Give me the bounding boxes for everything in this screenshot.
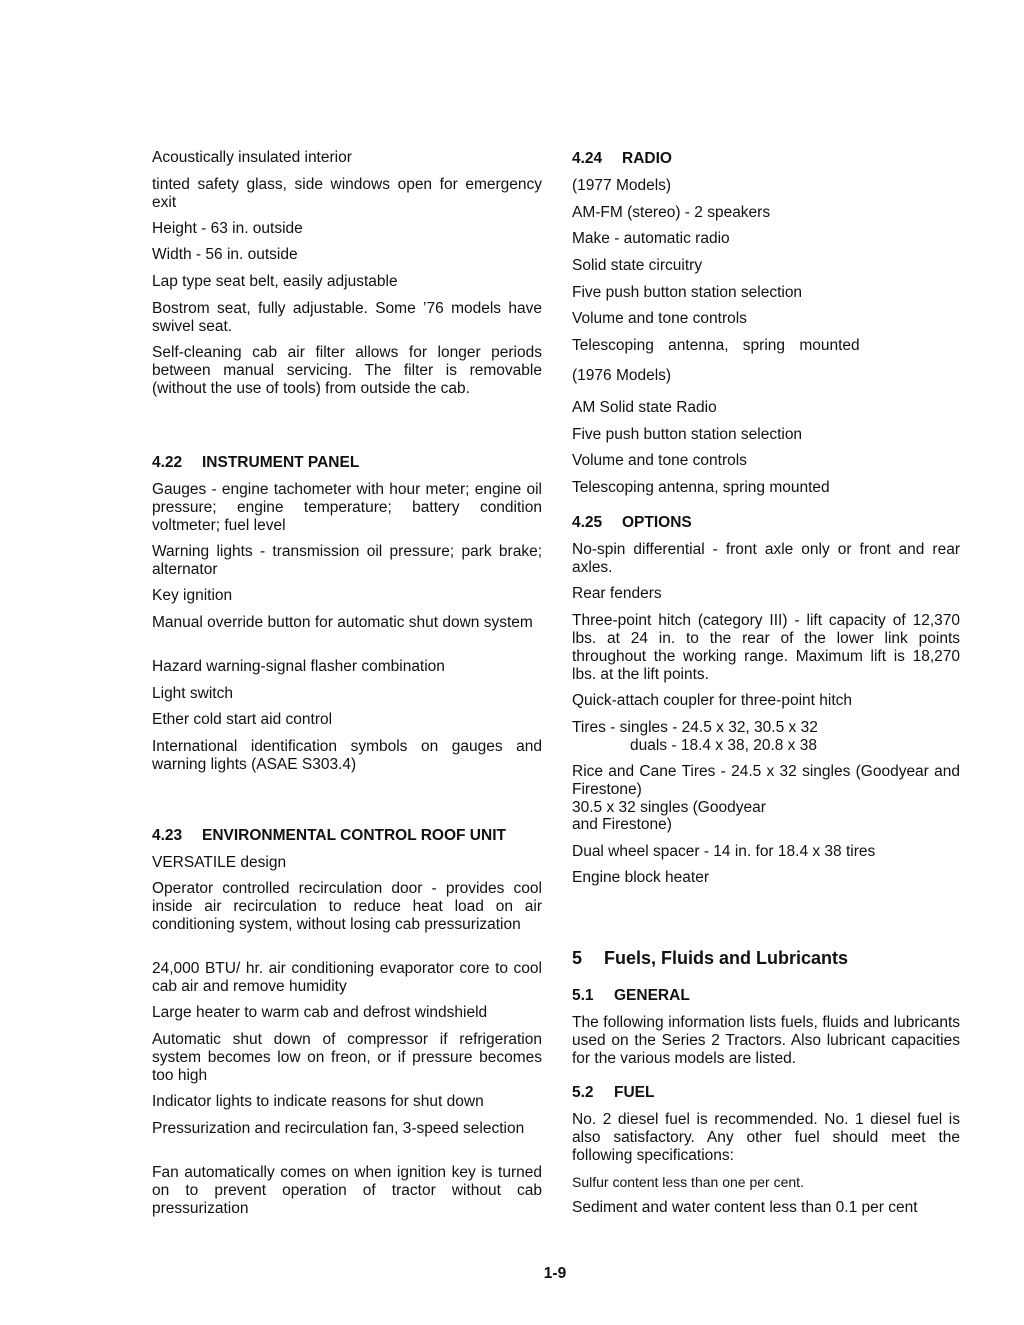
list-item: Warning lights - transmission oil pressure; park brake; alternator [152, 543, 542, 578]
chapter-number: 5 [572, 948, 583, 968]
list-item: 30.5 x 32 singles (Goodyear [572, 799, 766, 816]
list-item: Five push button station selection [572, 426, 803, 443]
list-item: Light switch [152, 685, 233, 702]
section-title: ENVIRONMENTAL CONTROL ROOF UNIT [202, 827, 506, 844]
list-item: Volume and tone controls [572, 310, 747, 327]
list-item: duals - 18.4 x 38, 20.8 x 38 [630, 737, 817, 754]
section-number: 5.2 [572, 1084, 594, 1101]
cab-item: Height - 63 in. outside [152, 220, 303, 237]
list-item: Make - automatic radio [572, 230, 730, 247]
list-item: Ether cold start aid control [152, 711, 333, 728]
list-item: AM Solid state Radio [572, 399, 717, 416]
section-title: OPTIONS [622, 514, 692, 531]
chapter-title: Fuels, Fluids and Lubricants [604, 948, 849, 968]
list-item: Fan automatically comes on when ignition key is turned on to prevent operation of tractor without cab pressurization [152, 1164, 542, 1217]
chapter-heading-5 [572, 948, 960, 968]
list-item: (1976 Models) [572, 367, 672, 384]
paragraph: The following information lists fuels, fluids and lubricants used on the Series 2 Tractors. Also lubricant capacities for the various models are listed. [572, 1014, 960, 1067]
section-title: INSTRUMENT PANEL [202, 454, 360, 471]
list-item: 24,000 BTU/ hr. air conditioning evaporator core to cool cab air and remove humidity [152, 960, 542, 995]
list-item: Manual override button for automatic shut down system [152, 614, 533, 631]
section-title: FUEL [614, 1084, 655, 1101]
list-item: Large heater to warm cab and defrost windshield [152, 1004, 488, 1021]
cab-item: Acoustically insulated interior [152, 149, 352, 166]
section-heading-5-2 [572, 1084, 960, 1102]
list-item: Rear fenders [572, 585, 662, 602]
list-item: No-spin differential - front axle only or front and rear axles. [572, 541, 960, 576]
list-item: VERSATILE design [152, 854, 287, 871]
list-item: Tires - singles - 24.5 x 32, 30.5 x 32 [572, 719, 818, 736]
list-item: Volume and tone controls [572, 452, 747, 469]
section-number: 4.24 [572, 150, 603, 167]
list-item: Dual wheel spacer - 14 in. for 18.4 x 38 tires [572, 843, 876, 860]
list-item: Telescoping antenna, spring mounted [572, 479, 830, 496]
list-item: Hazard warning-signal flasher combination [152, 658, 445, 675]
list-item: Operator controlled recirculation door - provides cool inside air recirculation to reduce heat load on air conditioning system, without losing cab pressurization [152, 880, 542, 933]
page-number: 1-9 [543, 1265, 567, 1282]
cab-item: Self-cleaning cab air filter allows for longer periods between manual servicing. The filter is removable (without the use of tools) from outside the cab. [152, 344, 542, 397]
list-item: International identification symbols on gauges and warning lights (ASAE S303.4) [152, 738, 542, 773]
list-item: Sulfur content less than one per cent. [572, 1174, 804, 1190]
section-heading-4-24 [572, 150, 960, 168]
section-heading-4-23 [152, 827, 542, 845]
list-item: Solid state circuitry [572, 257, 703, 274]
list-item: AM-FM (stereo) - 2 speakers [572, 204, 771, 221]
paragraph: No. 2 diesel fuel is recommended. No. 1 diesel fuel is also satisfactory. Any other fuel should meet the following specifications: [572, 1111, 960, 1164]
list-item: Indicator lights to indicate reasons for shut down [152, 1093, 484, 1110]
list-item: Pressurization and recirculation fan, 3-speed selection [152, 1120, 525, 1137]
list-item: Rice and Cane Tires - 24.5 x 32 singles (Goodyear and Firestone) [572, 763, 960, 798]
list-item: Quick-attach coupler for three-point hitch [572, 692, 852, 709]
section-number: 4.23 [152, 827, 183, 844]
list-item: Key ignition [152, 587, 233, 604]
section-number: 5.1 [572, 987, 594, 1004]
cab-item: Bostrom seat, fully adjustable. Some ’76 models have swivel seat. [152, 300, 542, 335]
list-item: Engine block heater [572, 869, 710, 886]
list-item: and Firestone) [572, 816, 672, 833]
list-item: Sediment and water content less than 0.1 per cent [572, 1199, 918, 1216]
cab-item: tinted safety glass, side windows open for emergency exit [152, 176, 542, 211]
cab-item: Lap type seat belt, easily adjustable [152, 273, 398, 290]
section-title: RADIO [622, 150, 672, 167]
cab-item: Width - 56 in. outside [152, 246, 298, 263]
list-item: Five push button station selection [572, 284, 803, 301]
section-number: 4.22 [152, 454, 183, 471]
list-item: Gauges - engine tachometer with hour meter; engine oil pressure; engine temperature; battery condition voltmeter; fuel level [152, 481, 542, 534]
section-number: 4.25 [572, 514, 603, 531]
section-heading-4-25 [572, 514, 960, 532]
list-item: Telescoping antenna, spring mounted [572, 337, 860, 354]
section-title: GENERAL [614, 987, 690, 1004]
list-item: (1977 Models) [572, 177, 672, 194]
list-item: Automatic shut down of compressor if refrigeration system becomes low on freon, or if pressure becomes too high [152, 1031, 542, 1084]
section-heading-4-22 [152, 454, 542, 472]
list-item: Three-point hitch (category III) - lift capacity of 12,370 lbs. at 24 in. to the rear of the lower link points throughout the working range. Maximum lift is 18,270 lbs. at the lift points. [572, 612, 960, 683]
section-heading-5-1 [572, 987, 960, 1005]
